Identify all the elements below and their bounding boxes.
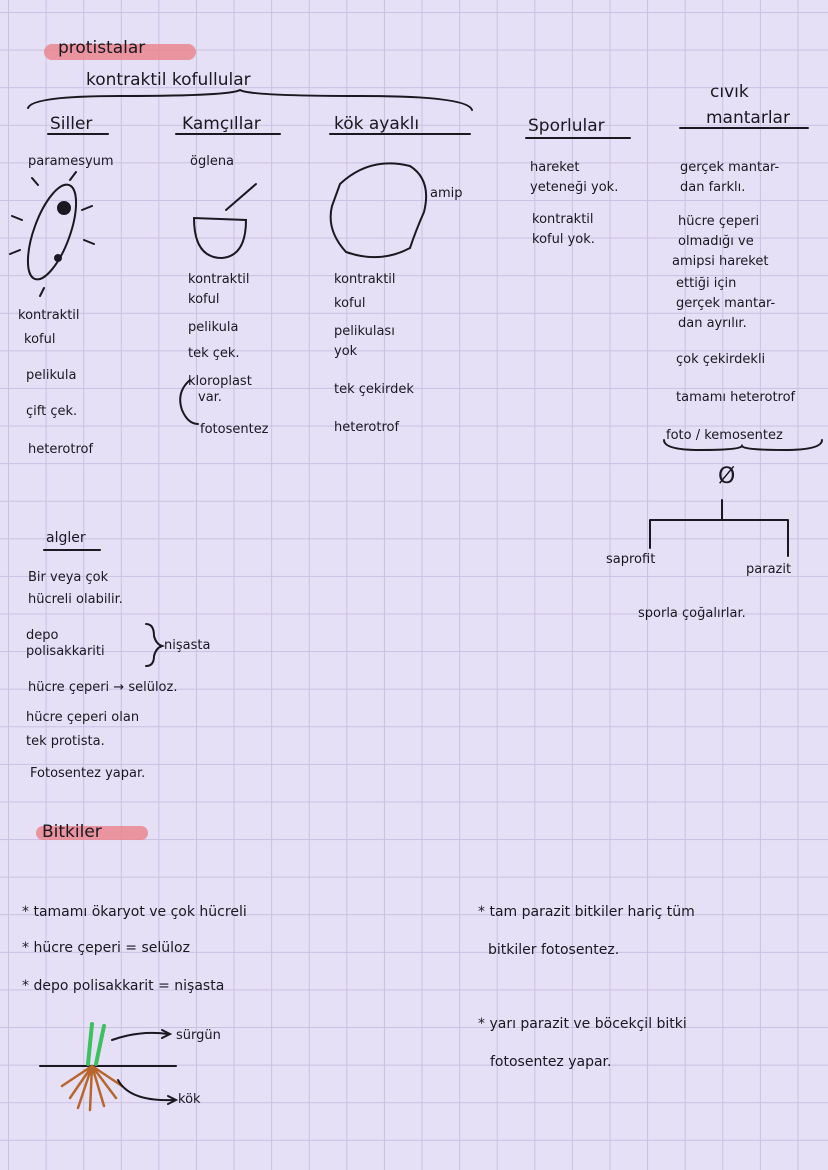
- page-title: protistalar: [58, 38, 146, 58]
- kamcil-item: kontraktil: [188, 272, 250, 287]
- algler-line: hücreli olabilir.: [28, 592, 123, 607]
- algler-line: Fotosentez yapar.: [30, 766, 146, 781]
- bitkiler-right-line: fotosentez yapar.: [490, 1054, 612, 1070]
- kamcil-item: fotosentez: [200, 422, 269, 437]
- brace-depo: [146, 624, 162, 666]
- civik-line: sporla çoğalırlar.: [638, 606, 746, 621]
- algler-line: hücre çeperi → selüloz.: [28, 680, 178, 695]
- sporlular-line: yeteneği yok.: [530, 180, 619, 195]
- kokayakli-item: tek çekirdek: [334, 382, 414, 397]
- civik-line: olmadığı ve: [678, 234, 754, 249]
- bitkiler-left-line: * hücre çeperi = selüloz: [22, 940, 190, 956]
- civik-line: gerçek mantar-: [680, 160, 780, 175]
- plant-label-kok: kök: [178, 1092, 201, 1107]
- kamcil-item: kloroplast: [188, 374, 252, 389]
- civik-line: ettiği için: [676, 276, 737, 291]
- bitkiler-right-line: * tam parazit bitkiler hariç tüm: [478, 904, 695, 920]
- kokayakli-item: kontraktil: [334, 272, 396, 287]
- algler-line: Bir veya çok: [28, 570, 109, 585]
- algler-line: nişasta: [164, 638, 211, 653]
- heading-sporlular: Sporlular: [528, 116, 605, 136]
- kokayakli-item: pelikulası: [334, 324, 395, 339]
- kokayakli-item: yok: [334, 344, 358, 359]
- algler-line: tek protista.: [26, 734, 105, 749]
- oglena-sketch: [194, 184, 256, 258]
- heading-siller: Siller: [50, 114, 93, 134]
- kokayakli-item: koful: [334, 296, 366, 311]
- algler-line: depo: [26, 628, 59, 643]
- bitkiler-right-line: bitkiler fotosentez.: [488, 942, 620, 958]
- plant-label-surgun: sürgün: [176, 1028, 221, 1043]
- heading-civik: mantarlar: [706, 108, 790, 128]
- algler-title: algler: [46, 530, 86, 546]
- kamcil-item: koful: [188, 292, 220, 307]
- heading-kamcillar: Kamçıllar: [182, 114, 261, 134]
- kamcil-item: pelikula: [188, 320, 239, 335]
- heading-kok-ayakli: kök ayaklı: [334, 114, 420, 134]
- civik-line: tamamı heterotrof: [676, 390, 796, 405]
- siller-item: kontraktil: [18, 308, 80, 323]
- heading-civik-top: cıvık: [710, 82, 749, 102]
- section-subtitle: kontraktil kofullular: [86, 70, 251, 90]
- siller-item: koful: [24, 332, 56, 347]
- kamcil-item: var.: [198, 390, 222, 405]
- bitkiler-left-line: * depo polisakkarit = nişasta: [22, 978, 225, 994]
- bitkiler-title: Bitkiler: [42, 822, 102, 842]
- sporlular-line: kontraktil: [532, 212, 594, 227]
- civik-line: dan ayrılır.: [678, 316, 747, 331]
- civik-line: çok çekirdekli: [676, 352, 766, 367]
- brace-kloroplast: [180, 380, 198, 424]
- civik-line: foto / kemosentez: [666, 428, 783, 443]
- example-oglena: öglena: [190, 154, 235, 169]
- algler-line: hücre çeperi olan: [26, 710, 140, 725]
- kamcil-item: tek çek.: [188, 346, 240, 361]
- bitkiler-left-line: * tamamı ökaryot ve çok hücreli: [22, 904, 247, 920]
- paramesyum-sketch: [10, 172, 94, 296]
- siller-item: pelikula: [26, 368, 77, 383]
- kokayakli-item: heterotrof: [334, 420, 400, 435]
- civik-line: hücre çeperi: [678, 214, 760, 229]
- civik-line: dan farklı.: [680, 180, 746, 195]
- civik-line: gerçek mantar-: [676, 296, 776, 311]
- plant-sketch: [40, 1024, 176, 1110]
- siller-item: çift çek.: [26, 404, 78, 419]
- sporlular-line: koful yok.: [532, 232, 595, 247]
- brace-foto: [664, 440, 822, 450]
- civik-line: amipsi hareket: [672, 254, 769, 269]
- civik-line: saprofit: [606, 552, 656, 567]
- amip-sketch: [331, 163, 427, 257]
- example-amip: amip: [430, 186, 463, 201]
- algler-line: polisakkariti: [26, 644, 105, 659]
- example-paramesyum: paramesyum: [28, 154, 114, 169]
- bitkiler-right-line: * yarı parazit ve böcekçil bitki: [478, 1016, 687, 1032]
- sporlular-line: hareket: [530, 160, 580, 175]
- tree-stem: [650, 500, 788, 556]
- siller-item: heterotrof: [28, 442, 94, 457]
- brace-kontraktil: [28, 90, 472, 110]
- civik-line: parazit: [746, 562, 792, 577]
- empty-set-symbol: Ø: [718, 464, 736, 489]
